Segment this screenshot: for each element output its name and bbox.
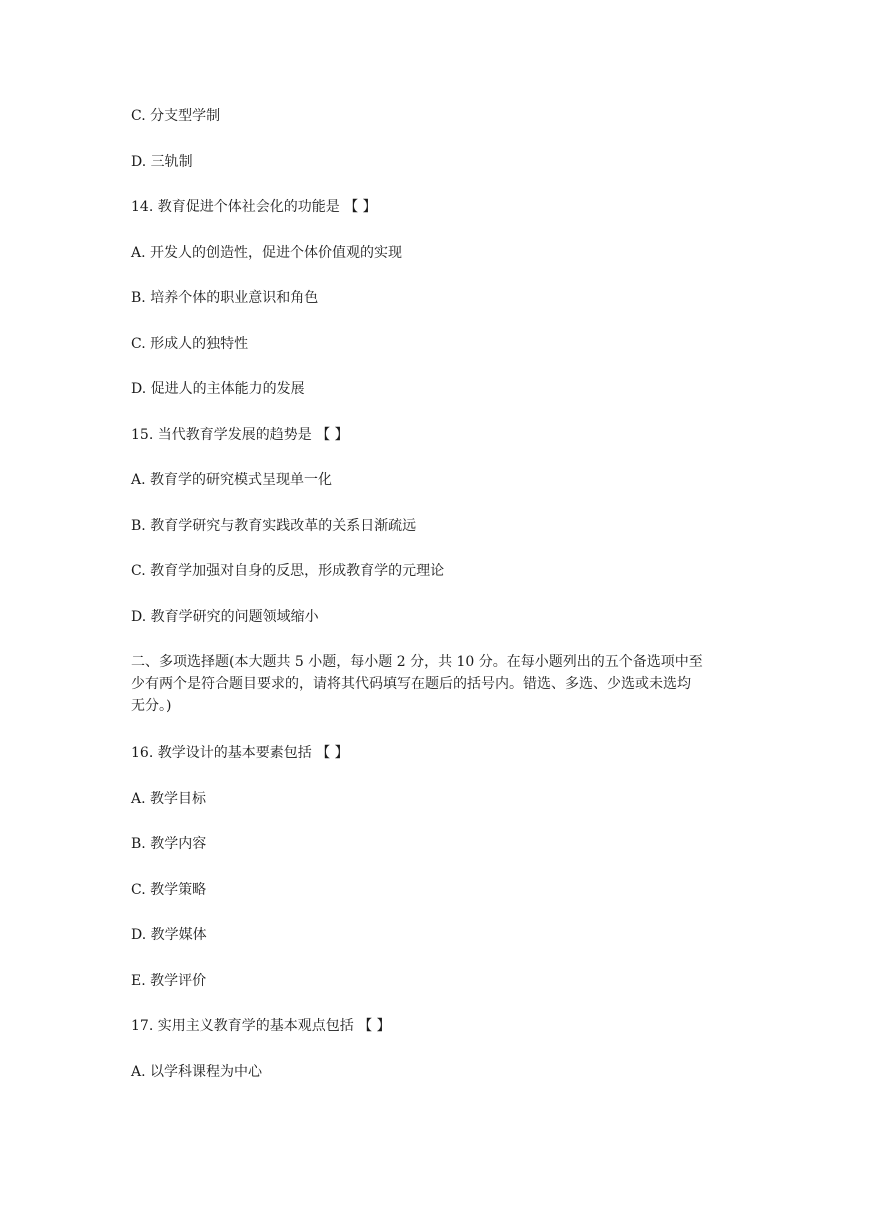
option-14d: D. 促进人的主体能力的发展 bbox=[131, 381, 305, 397]
question-15: 15. 当代教育学发展的趋势是 【 】 bbox=[131, 427, 349, 443]
option-14a: A. 开发人的创造性，促进个体价值观的实现 bbox=[131, 245, 403, 261]
option-15c: C. 教育学加强对自身的反思，形成教育学的元理论 bbox=[131, 563, 445, 579]
option-13c: C. 分支型学制 bbox=[131, 108, 221, 124]
question-16: 16. 教学设计的基本要素包括 【 】 bbox=[131, 745, 349, 761]
question-14: 14. 教育促进个体社会化的功能是 【 】 bbox=[131, 199, 377, 215]
option-15a: A. 教育学的研究模式呈现单一化 bbox=[131, 472, 333, 488]
section-heading-line: 二、多项选择题(本大题共 5 小题，每小题 2 分，共 10 分。在每小题列出的五个备选项中至 bbox=[131, 654, 703, 670]
option-16d: D. 教学媒体 bbox=[131, 927, 207, 943]
option-15b: B. 教育学研究与教育实践改革的关系日渐疏远 bbox=[131, 518, 417, 534]
option-14c: C. 形成人的独特性 bbox=[131, 336, 249, 352]
option-16e: E. 教学评价 bbox=[131, 973, 207, 989]
option-15d: D. 教育学研究的问题领域缩小 bbox=[131, 609, 319, 625]
option-17a: A. 以学科课程为中心 bbox=[131, 1064, 263, 1080]
option-16b: B. 教学内容 bbox=[131, 836, 207, 852]
option-16c: C. 教学策略 bbox=[131, 882, 207, 898]
option-13d: D. 三轨制 bbox=[131, 154, 193, 170]
option-16a: A. 教学目标 bbox=[131, 791, 207, 807]
question-17: 17. 实用主义教育学的基本观点包括 【 】 bbox=[131, 1018, 391, 1034]
section-heading-multiple-choice bbox=[131, 651, 746, 717]
option-14b: B. 培养个体的职业意识和角色 bbox=[131, 290, 319, 306]
section-heading-line: 无分。) bbox=[131, 698, 172, 714]
section-heading-line: 少有两个是符合题目要求的，请将其代码填写在题后的括号内。错选、多选、少选或未选均 bbox=[131, 676, 691, 692]
